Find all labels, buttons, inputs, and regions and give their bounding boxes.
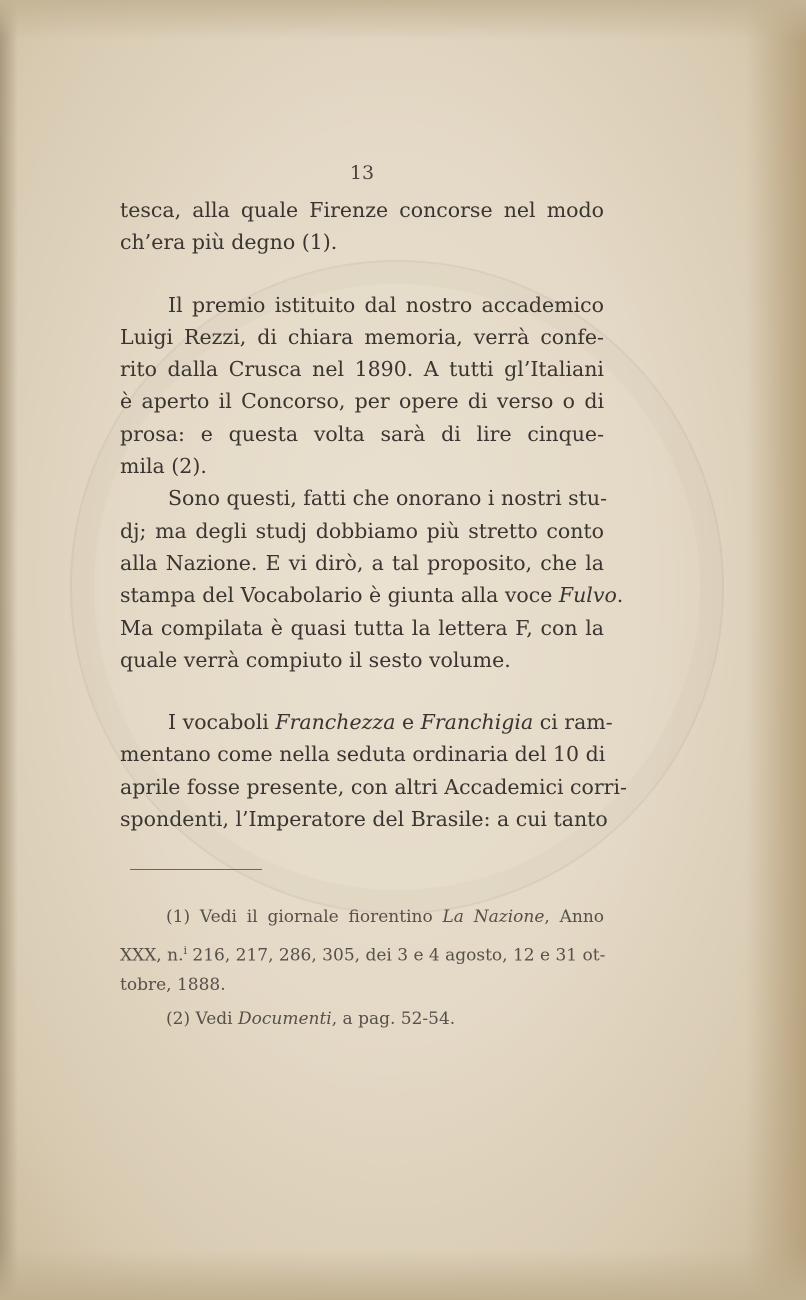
text-run: XXX, n. <box>120 946 184 966</box>
text-line <box>120 515 604 547</box>
text-run: spondenti, l’Imperatore del Brasile: a cui tanto <box>120 807 608 832</box>
italic-text-run: Fulvo <box>558 583 617 608</box>
text-run: stampa del Vocabolario è giunta alla voce <box>120 583 559 608</box>
page-edge-shadow-top <box>0 0 806 40</box>
text-run: ch’era più degno (1). <box>120 230 338 255</box>
paragraph <box>120 289 604 483</box>
text-run: rito dalla Crusca nel 1890. A tutti gl’Italiani <box>120 357 604 382</box>
text-line <box>120 353 604 385</box>
text-line <box>120 418 604 450</box>
text-run: ci ram- <box>533 710 613 735</box>
page-edge-shadow-bottom <box>0 1250 806 1300</box>
text-run: Il premio istituito dal nostro accademico <box>168 292 604 317</box>
text-run: aprile fosse presente, con altri Accademici corri- <box>120 774 627 799</box>
text-run: (2) Vedi <box>166 1009 238 1030</box>
text-run: è aperto il Concorso, per opere di verso o di <box>120 389 604 414</box>
text-run: Ma compilata è quasi tutta la lettera F, con la <box>120 615 604 640</box>
text-line <box>120 771 627 803</box>
text-run: alla Nazione. E vi dirò, a tal proposito, che la <box>120 550 604 575</box>
footnote-line <box>120 934 604 968</box>
italic-text-run: Franchezza <box>275 710 396 735</box>
text-line <box>120 803 608 835</box>
text-run: (1) Vedi il giornale fiorentino <box>166 907 443 928</box>
text-line <box>120 289 604 321</box>
page-edge-shadow-left <box>0 0 18 1300</box>
footnote-line <box>120 900 604 934</box>
italic-text-run: La Nazione <box>442 907 545 928</box>
footnote-line <box>120 968 604 1002</box>
paragraph <box>120 706 627 835</box>
footnote-line <box>120 1002 604 1036</box>
text-line <box>120 482 608 514</box>
text-run: mentano come nella seduta ordinaria del 10 di <box>120 742 606 767</box>
text-run: I vocaboli <box>168 710 276 735</box>
text-run: e <box>395 710 421 735</box>
text-run: tobre, 1888. <box>120 975 226 996</box>
text-line <box>120 194 604 226</box>
footnotes <box>120 900 604 1036</box>
text-line <box>120 385 604 417</box>
text-line <box>120 450 604 482</box>
text-column <box>120 152 627 1036</box>
text-run: dj; ma degli studj dobbiamo più stretto conto <box>120 518 604 543</box>
page-edge-shadow-right <box>746 0 806 1300</box>
text-run: 216, 217, 286, 305, dei 3 e 4 agosto, 12 e 31 ot- <box>187 946 606 966</box>
paragraph <box>120 194 604 259</box>
text-run: Sono questi, fatti che onorano i nostri stu- <box>168 486 608 511</box>
text-line <box>120 738 604 770</box>
text-line <box>120 321 604 353</box>
text-run: , a pag. 52-54. <box>331 1009 456 1030</box>
superscript-text-run: i <box>183 944 188 958</box>
text-line <box>120 644 604 676</box>
italic-text-run: Documenti <box>237 1009 332 1030</box>
text-line <box>120 612 604 644</box>
text-run: tesca, alla quale Firenze concorse nel modo <box>120 198 604 222</box>
text-line <box>120 579 624 611</box>
text-line <box>120 226 604 258</box>
text-run: quale verrà compiuto il sesto volume. <box>120 647 511 672</box>
text-line <box>120 547 604 579</box>
italic-text-run: Franchigia <box>420 710 534 735</box>
text-run: . <box>616 583 624 608</box>
text-run: prosa: e questa volta sarà di lire cinque- <box>120 421 604 446</box>
text-run: Luigi Rezzi, di chiara memoria, verrà confe- <box>120 324 604 349</box>
text-run: mila (2). <box>120 454 207 479</box>
text-run: , Anno <box>544 907 605 928</box>
page-number: 13 <box>349 162 375 184</box>
paragraph <box>120 482 624 676</box>
footnote-separator <box>130 869 262 870</box>
text-line <box>120 706 613 738</box>
